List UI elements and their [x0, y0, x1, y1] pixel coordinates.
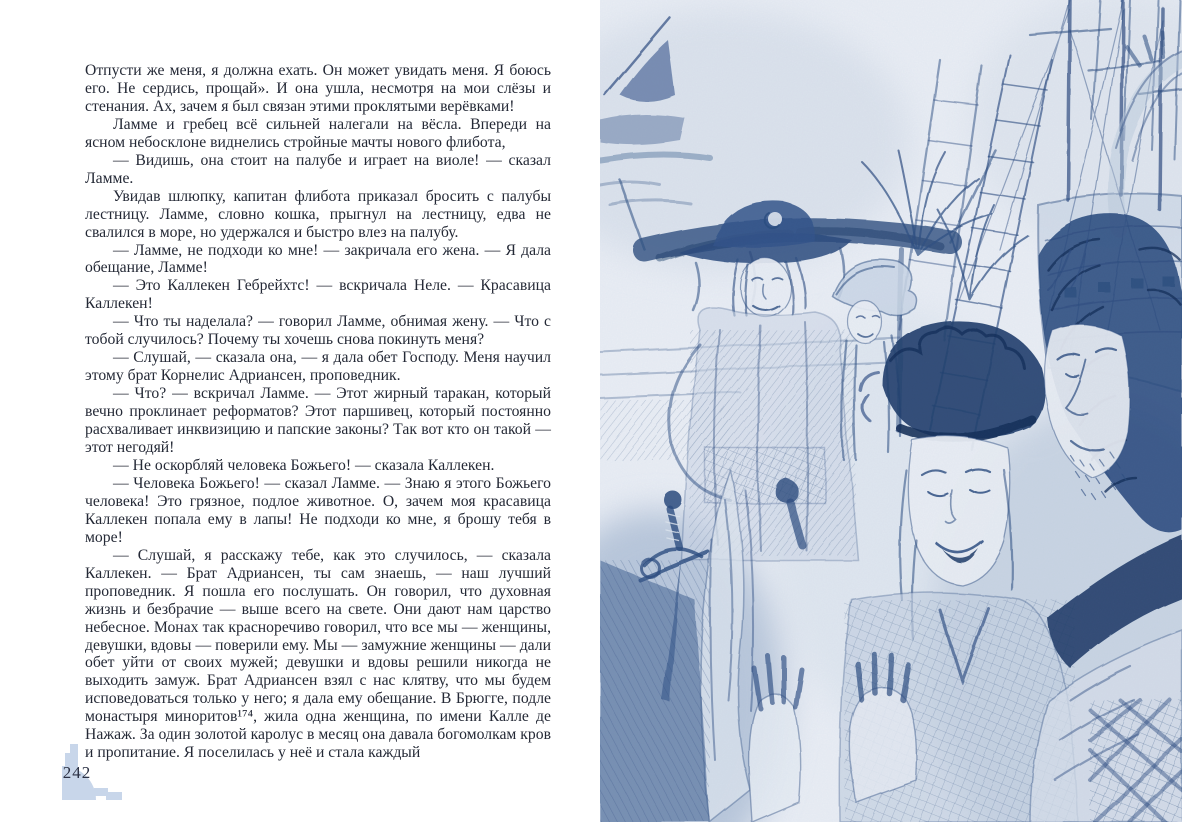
illustration-drawing [600, 0, 1182, 822]
paragraph: Ламме и гребец всё сильней налегали на вёсла. Впереди на ясном небосклоне виднелись стройные мачты нового флибота, [85, 115, 551, 151]
page-number: 242 [62, 763, 92, 782]
paragraph: — Что ты наделала? — говорил Ламме, обнимая жену. — Что с тобой случилось? Почему ты хочешь снова покинуть меня? [85, 313, 551, 349]
paragraph: — Слушай, я расскажу тебе, как это случилось, — сказала Каллекен. — Брат Адриансен, ты сам знаешь, — наш лучший проповедник. Я пошла его послушать. Он говорил, что духовная жизнь и безбрачие — выше всего на свете. Они дают нам царство небесное. Монах так красноречиво говорил, что все мы — женщины, девушки, вдовы — поверили ему. Мы — замужние женщины — дали обет уйти от своих мужей; девушки и вдовы решили никогда не выходить замуж. Брат Адриансен взял с нас клятву, что мы будем исповедоваться только у него; я дала ему обещание. В Брюгге, подле монастыря миноритов¹⁷⁴, жила одна женщина, по имени Калле де Нажаж. За один золотой каролус в месяц она давала богомолкам кров и пропитание. Я поселилась у неё и стала каждый [85, 546, 551, 762]
paragraph: — Что? — вскричал Ламме. — Этот жирный таракан, который вечно проклинает реформатов? Этот паршивец, который постоянно расхваливает инквизицию и папские законы? Так вот кто он такой — этот негодяй! [85, 385, 551, 457]
paragraph: — Не оскорбляй человека Божьего! — сказала Каллекен. [113, 456, 495, 474]
paragraph: — Слушай, — сказала она, — я дала обет Господу. Меня научил этому брат Корнелис Адриансен, проповедник. [85, 349, 551, 385]
paragraph: Увидав шлюпку, капитан флибота приказал бросить с палубы лестницу. Ламме, словно кошка, прыгнул на лестницу, едва не свалился в море, но удержался и быстро влез на палубу. [85, 187, 551, 241]
page-corner-ornament [54, 744, 126, 804]
paragraph: — Человека Божьего! — сказал Ламме. — Знаю я этого Божьего человека! Это грязное, подлое животное. О, зачем моя красавица Каллекен попала ему в лапы! Не подходи ко мне, я брошу тебя в море! [85, 474, 551, 546]
paragraph: — Видишь, она стоит на палубе и играет на виоле! — сказал Ламме. [85, 151, 551, 187]
paragraph: Отпусти же меня, я должна ехать. Он может увидать меня. Я боюсь его. Не сердись, прощай». И она ушла, несмотря на мои слёзы и стенания. Ах, зачем я был связан этими проклятыми верёвками! [85, 62, 551, 115]
book-illustration [600, 0, 1182, 822]
page-text [85, 62, 551, 762]
paragraph: — Ламме, не подходи ко мне! — закричала его жена. — Я дала обещание, Ламме! [85, 241, 551, 277]
paragraph: — Это Каллекен Гебрейхтс! — вскричала Неле. — Красавица Каллекен! [85, 277, 551, 313]
